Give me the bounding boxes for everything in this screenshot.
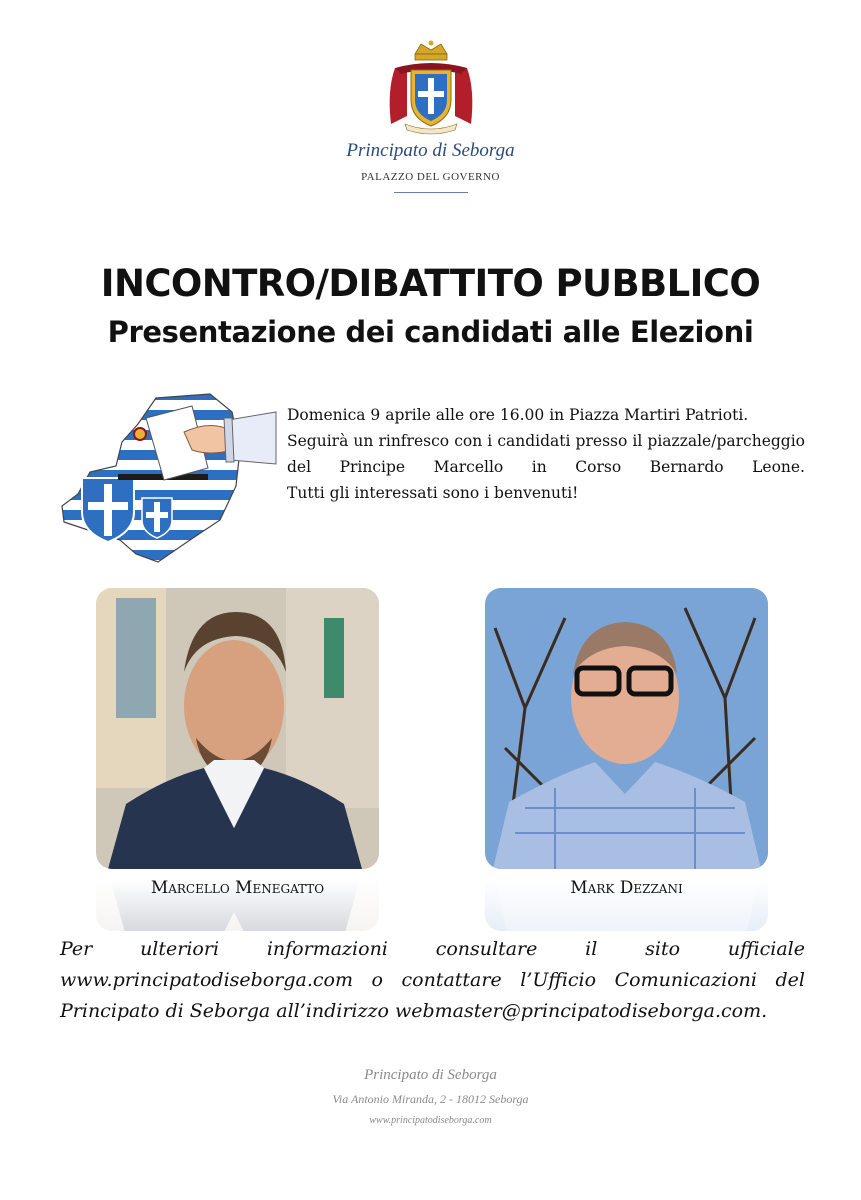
footer-website: www.principatodiseborga.com [369, 1115, 492, 1126]
contact-text: Per ulteriori informazioni consultare il sito ufficiale www.principatodiseborga.com o contattare l’Ufficio Comunicazioni del Principato di Seborga all’indirizzo webmaster@principatodiseborga.com. [60, 938, 805, 1022]
event-info [287, 402, 805, 506]
page-subtitle: Presentazione dei candidati alle Elezioni [107, 315, 754, 349]
org-name-header: Principato di Seborga [346, 140, 515, 161]
candidate-photo-1 [96, 588, 379, 869]
event-date-line: Domenica 9 aprile alle ore 16.00 in Piazza Martiri Patrioti. [287, 406, 749, 424]
page-title: INCONTRO/DIBATTITO PUBBLICO [100, 262, 761, 305]
candidate-photo-2 [485, 588, 768, 869]
contact-paragraph [60, 934, 805, 1027]
footer-org-name: Principato di Seborga [364, 1067, 497, 1083]
candidate-name-1: Marcello Menegatto [150, 878, 325, 898]
coat-of-arms-logo [385, 40, 477, 136]
org-subtitle-header: PALAZZO DEL GOVERNO [361, 171, 500, 183]
event-welcome-line: Tutti gli interessati sono i benvenuti! [287, 484, 579, 502]
footer-address: Via Antonio Miranda, 2 - 18012 Seborga [332, 1092, 529, 1106]
map-ballot-illustration [60, 390, 278, 566]
header-divider [394, 192, 468, 193]
event-refreshment-paragraph: Seguirà un rinfresco con i candidati presso il piazzale/parcheggio del Principe Marcello in Corso Bernardo Leone. [287, 432, 805, 476]
candidate-name-2: Mark Dezzani [570, 878, 683, 898]
